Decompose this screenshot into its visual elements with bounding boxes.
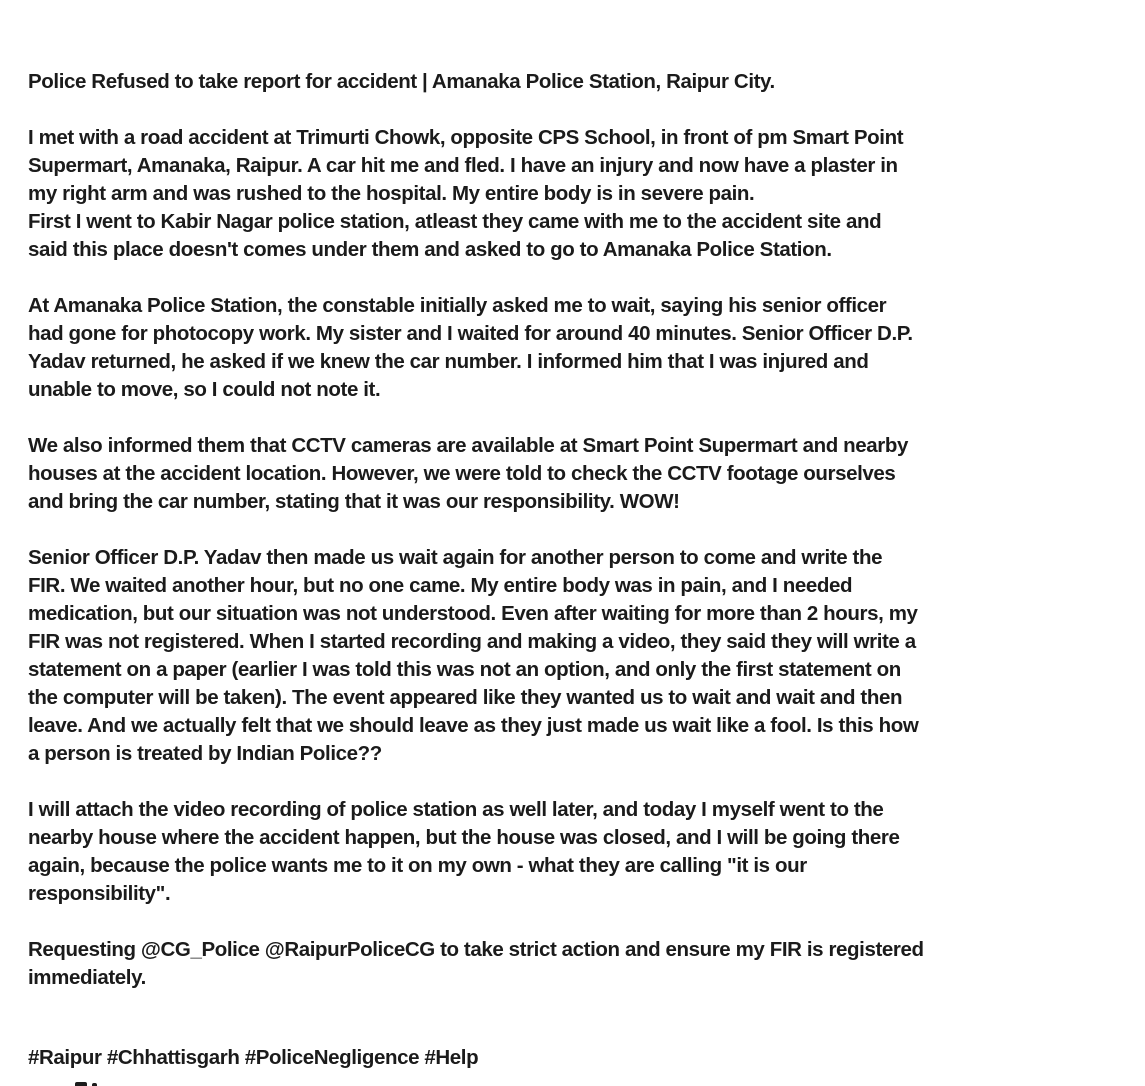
hashtags-line: #Raipur #Chhattisgarh #PoliceNegligence #Help <box>28 1046 479 1069</box>
text-line: Requesting @CG_Police @RaipurPoliceCG to take strict action and ensure my FIR is registered <box>28 938 924 961</box>
text-line: the computer will be taken). The event appeared like they wanted us to wait and wait and then <box>28 686 903 709</box>
text-line: again, because the police wants me to it on my own - what they are calling "it is our <box>28 854 807 877</box>
text-line: leave. And we actually felt that we should leave as they just made us wait like a fool. Is this how <box>28 714 919 737</box>
paragraph <box>28 796 1145 908</box>
paragraph <box>28 936 1145 992</box>
text-line: medication, but our situation was not understood. Even after waiting for more than 2 hours, my <box>28 602 918 625</box>
text-line: said this place doesn't comes under them and asked to go to Amanaka Police Station. <box>28 238 832 261</box>
post-content <box>28 68 1145 1072</box>
text-line: Senior Officer D.P. Yadav then made us wait again for another person to come and write the <box>28 546 883 569</box>
text-line: a person is treated by Indian Police?? <box>28 742 382 765</box>
text-line: We also informed them that CCTV cameras are available at Smart Point Supermart and nearby <box>28 434 908 457</box>
text-line: I met with a road accident at Trimurti Chowk, opposite CPS School, in front of pm Smart Point <box>28 126 904 149</box>
paragraph <box>28 432 1145 516</box>
text-line: unable to move, so I could not note it. <box>28 378 381 401</box>
text-line: Supermart, Amanaka, Raipur. A car hit me and fled. I have an injury and now have a plaster in <box>28 154 898 177</box>
post-title: Police Refused to take report for accident | Amanaka Police Station, Raipur City. <box>28 70 775 93</box>
text-line: nearby house where the accident happen, but the house was closed, and I will be going there <box>28 826 900 849</box>
clipped-glyph-top <box>75 1082 87 1086</box>
paragraph <box>28 544 1145 768</box>
text-line: immediately. <box>28 966 146 989</box>
text-line: At Amanaka Police Station, the constable initially asked me to wait, saying his senior officer <box>28 294 887 317</box>
text-line: houses at the accident location. However, we were told to check the CCTV footage ourselves <box>28 462 896 485</box>
paragraph <box>28 292 1145 404</box>
text-line: my right arm and was rushed to the hospital. My entire body is in severe pain. <box>28 182 755 205</box>
text-line: I will attach the video recording of police station as well later, and today I myself went to the <box>28 798 884 821</box>
clipped-next-line-fragment <box>75 1082 99 1086</box>
text-line: responsibility". <box>28 882 171 905</box>
text-line: Yadav returned, he asked if we knew the car number. I informed him that I was injured and <box>28 350 869 373</box>
text-line: had gone for photocopy work. My sister and I waited for around 40 minutes. Senior Officer D.P. <box>28 322 913 345</box>
paragraph <box>28 124 1145 264</box>
text-line: statement on a paper (earlier I was told this was not an option, and only the first statement on <box>28 658 901 681</box>
text-line: First I went to Kabir Nagar police station, atleast they came with me to the accident site and <box>28 210 882 233</box>
post-body <box>28 124 1145 992</box>
text-line: FIR was not registered. When I started recording and making a video, they said they will write a <box>28 630 916 653</box>
text-line: FIR. We waited another hour, but no one came. My entire body was in pain, and I needed <box>28 574 853 597</box>
text-line: and bring the car number, stating that it was our responsibility. WOW! <box>28 490 680 513</box>
